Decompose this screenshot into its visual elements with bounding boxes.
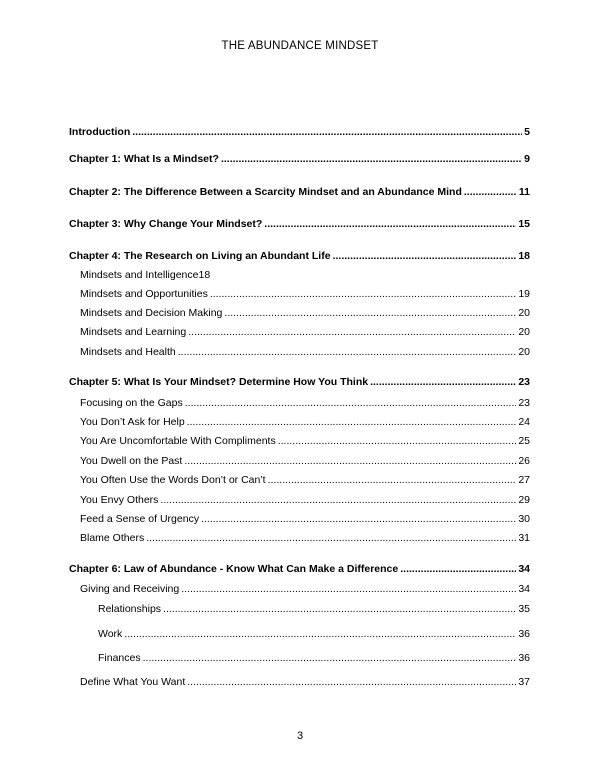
toc-entry-title: Chapter 2: The Difference Between a Scarcity Mindset and an Abundance Mind xyxy=(69,186,462,198)
toc-entry-page: 15 xyxy=(518,218,530,230)
toc-entry-title: Define What You Want xyxy=(80,676,186,688)
toc-entry-title: Giving and Receiving xyxy=(80,583,180,595)
toc-leader-dots xyxy=(188,325,516,339)
toc-entry-page: 20 xyxy=(518,307,530,319)
toc-entry[interactable] xyxy=(80,287,530,301)
toc-entry-title: You Envy Others xyxy=(80,494,159,506)
toc-entry-title: Mindsets and Health xyxy=(80,346,176,358)
toc-entry-page: 30 xyxy=(518,513,530,525)
toc-entry[interactable] xyxy=(80,345,530,359)
toc-leader-dots xyxy=(224,306,516,320)
toc-entry-page: 25 xyxy=(518,435,530,447)
toc-entry-title: Focusing on the Gaps xyxy=(80,397,183,409)
toc-entry-page: 35 xyxy=(518,603,530,615)
toc-entry-page: 9 xyxy=(524,153,530,165)
toc-entry[interactable] xyxy=(80,473,530,487)
toc-entry-title: You Often Use the Words Don’t or Can’t xyxy=(80,474,266,486)
toc-entry[interactable] xyxy=(80,396,530,410)
toc-leader-dots xyxy=(143,651,517,665)
toc-entry-title: Chapter 6: Law of Abundance - Know What Can Make a Difference xyxy=(69,563,399,575)
toc-leader-dots xyxy=(278,434,517,448)
toc-entry-title: Relationships xyxy=(98,603,162,615)
toc-entry[interactable] xyxy=(98,651,530,665)
toc-entry[interactable] xyxy=(80,325,530,339)
toc-entry[interactable] xyxy=(69,185,530,199)
toc-entry-page: 34 xyxy=(518,563,530,575)
toc-entry-page: 36 xyxy=(518,628,530,640)
toc-entry[interactable] xyxy=(69,152,530,166)
toc-entry-page: 34 xyxy=(518,583,530,595)
toc-entry[interactable] xyxy=(69,562,530,576)
toc-leader-dots xyxy=(181,582,516,596)
toc-leader-dots xyxy=(146,531,516,545)
toc-leader-dots xyxy=(264,217,516,231)
toc-entry-title: Chapter 3: Why Change Your Mindset? xyxy=(69,218,263,230)
toc-entry-title: Chapter 4: The Research on Living an Abundant Life xyxy=(69,250,331,262)
toc-entry[interactable] xyxy=(98,627,530,641)
toc-leader-dots xyxy=(160,493,516,507)
toc-entry-page: 23 xyxy=(518,376,530,388)
running-header: THE ABUNDANCE MINDSET xyxy=(221,40,379,52)
toc-entry[interactable] xyxy=(69,217,530,231)
toc-entry-page: 20 xyxy=(518,346,530,358)
toc-entry-title: You Are Uncomfortable With Compliments xyxy=(80,435,276,447)
toc-entry[interactable] xyxy=(69,375,530,389)
toc-entry-page: 37 xyxy=(518,676,530,688)
toc-entry-title: Mindsets and Opportunities xyxy=(80,288,208,300)
toc-entry[interactable] xyxy=(80,454,530,468)
toc-entry-page: 20 xyxy=(518,326,530,338)
toc-entry-page: 19 xyxy=(518,288,530,300)
page-number: 3 xyxy=(296,730,304,742)
toc-entry-title: You Don’t Ask for Help xyxy=(80,416,185,428)
toc-entry[interactable] xyxy=(80,268,530,282)
toc-leader-dots xyxy=(268,473,517,487)
toc-entry-title: Blame Others xyxy=(80,532,145,544)
toc-entry-title: Chapter 5: What Is Your Mindset? Determine How You Think xyxy=(69,376,369,388)
toc-entry-title: Mindsets and Decision Making xyxy=(80,307,223,319)
toc-entry[interactable] xyxy=(69,125,530,139)
toc-entry-page: 36 xyxy=(518,652,530,664)
toc-leader-dots xyxy=(187,675,516,689)
toc-entry[interactable] xyxy=(80,582,530,596)
toc-leader-dots xyxy=(163,602,516,616)
toc-entry[interactable] xyxy=(80,415,530,429)
toc-leader-dots xyxy=(124,627,516,641)
toc-entry-page: 5 xyxy=(524,126,530,138)
toc-leader-dots xyxy=(187,415,517,429)
toc-entry[interactable] xyxy=(80,531,530,545)
toc-entry-title: Mindsets and Learning xyxy=(80,326,187,338)
toc-leader-dots xyxy=(333,249,517,263)
toc-leader-dots xyxy=(132,125,522,139)
toc-entry-title: Feed a Sense of Urgency xyxy=(80,513,200,525)
toc-entry-title: Work xyxy=(98,628,123,640)
toc-entry[interactable] xyxy=(80,675,530,689)
toc-entry-title: Introduction xyxy=(69,126,131,138)
toc-entry-page: 24 xyxy=(518,416,530,428)
toc-leader-dots xyxy=(400,562,516,576)
toc-entry[interactable] xyxy=(80,434,530,448)
toc-entry[interactable] xyxy=(80,493,530,507)
toc-entry-page: 29 xyxy=(518,494,530,506)
toc-leader-dots xyxy=(178,345,517,359)
toc-entry-title: You Dwell on the Past xyxy=(80,455,183,467)
toc-entry-page: 26 xyxy=(518,455,530,467)
toc-leader-dots xyxy=(210,287,516,301)
toc-leader-dots xyxy=(184,454,516,468)
toc-entry[interactable] xyxy=(80,512,530,526)
toc-entry[interactable] xyxy=(80,306,530,320)
toc-entry-page: 31 xyxy=(518,532,530,544)
toc-entry-page: 18 xyxy=(518,250,530,262)
toc-entry[interactable] xyxy=(69,249,530,263)
toc-entry-title: Finances xyxy=(98,652,141,664)
toc-leader-dots xyxy=(201,512,516,526)
toc-entry-page: 23 xyxy=(518,397,530,409)
toc-entry-title: Mindsets and Intelligence18 xyxy=(80,269,211,281)
toc-entry[interactable] xyxy=(98,602,530,616)
toc-entry-page: 27 xyxy=(518,474,530,486)
toc-leader-dots xyxy=(221,152,522,166)
toc-entry-page: 11 xyxy=(518,186,530,198)
toc-leader-dots xyxy=(464,185,517,199)
toc-entry-title: Chapter 1: What Is a Mindset? xyxy=(69,153,219,165)
toc-leader-dots xyxy=(370,375,516,389)
toc-leader-dots xyxy=(185,396,517,410)
